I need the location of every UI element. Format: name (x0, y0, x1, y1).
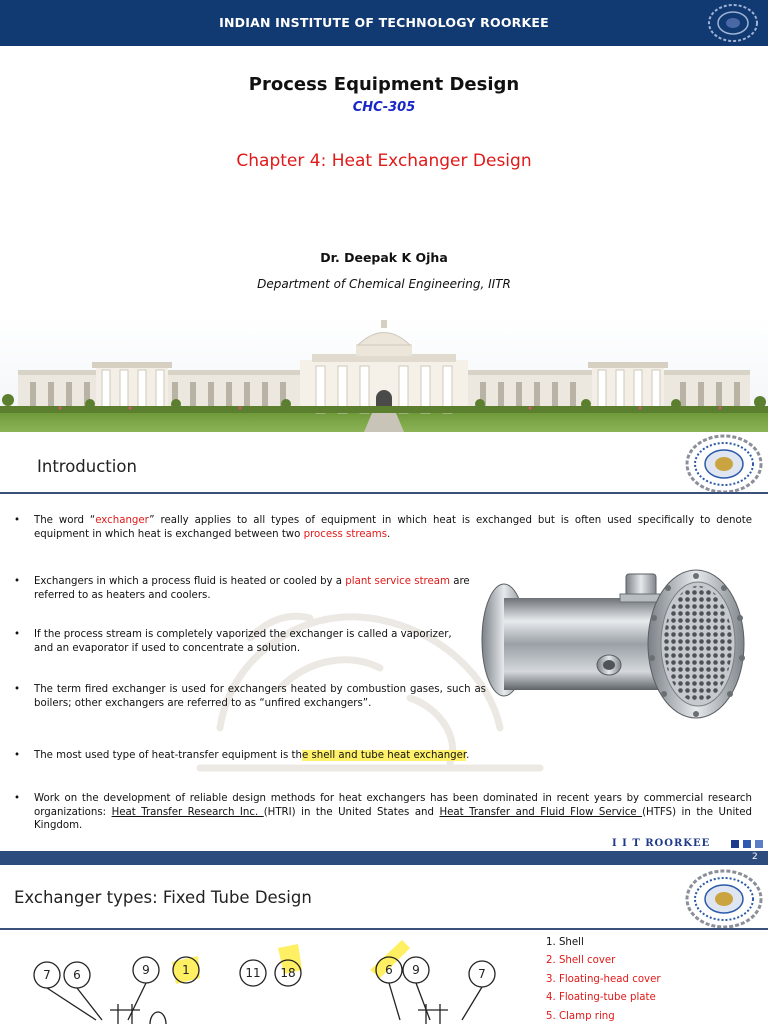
footer-brand: I I T ROORKEE (612, 838, 711, 849)
link-htri: Heat Transfer Research Inc. (111, 806, 264, 818)
callout-6-right: 6 (385, 963, 393, 977)
section-divider (0, 492, 768, 494)
part-item: 5. Clamp ring (546, 1010, 615, 1022)
part-item: 1. Shell (546, 937, 584, 948)
keyword-process-streams: process streams (303, 528, 388, 540)
callout-18: 18 (280, 966, 296, 980)
intro-heading: Introduction (37, 457, 137, 476)
keyword-exchanger: exchanger (95, 515, 150, 526)
parts-list (546, 934, 661, 1026)
callout-11: 11 (245, 966, 261, 980)
part-item: 2. Shell cover (546, 955, 616, 967)
brand-square-icon (743, 840, 751, 848)
link-htfs: Heat Transfer and Fluid Flow Service (439, 806, 643, 818)
course-code: CHC-305 (352, 100, 416, 115)
highlight-shell-and-tube: e shell and tube heat exchanger (301, 750, 467, 761)
part-item: 3. Floating-head cover (546, 973, 661, 985)
brand-square-icon (731, 840, 739, 848)
department: Department of Chemical Engineering, IITR (257, 277, 511, 291)
footer-bar (0, 851, 768, 865)
institute-name: INDIAN INSTITUTE OF TECHNOLOGY ROORKEE (219, 15, 549, 30)
keyword-plant-service-stream: plant service stream (345, 576, 450, 587)
main-building-image (0, 316, 768, 432)
institute-seal-icon (684, 868, 764, 930)
callout-7-right: 7 (478, 967, 486, 981)
fixed-tube-diagram (0, 934, 540, 1024)
section-divider (0, 928, 768, 930)
callout-1: 1 (182, 963, 190, 977)
course-title: Process Equipment Design (248, 74, 520, 95)
institute-seal-icon (684, 433, 764, 495)
author-name: Dr. Deepak K Ojha (320, 250, 448, 265)
chapter-title: Chapter 4: Heat Exchanger Design (236, 151, 532, 171)
types-heading: Exchanger types: Fixed Tube Design (14, 888, 312, 907)
page-number: 2 (752, 852, 758, 862)
callout-6: 6 (73, 968, 81, 982)
shell-and-tube-exchanger-image (474, 568, 760, 730)
brand-square-icon (755, 840, 763, 848)
institute-seal-icon (704, 3, 762, 43)
part-item: 4. Floating-tube plate (546, 992, 656, 1004)
callout-9-right: 9 (412, 963, 420, 977)
callout-9: 9 (142, 963, 150, 977)
callout-7: 7 (43, 968, 51, 982)
